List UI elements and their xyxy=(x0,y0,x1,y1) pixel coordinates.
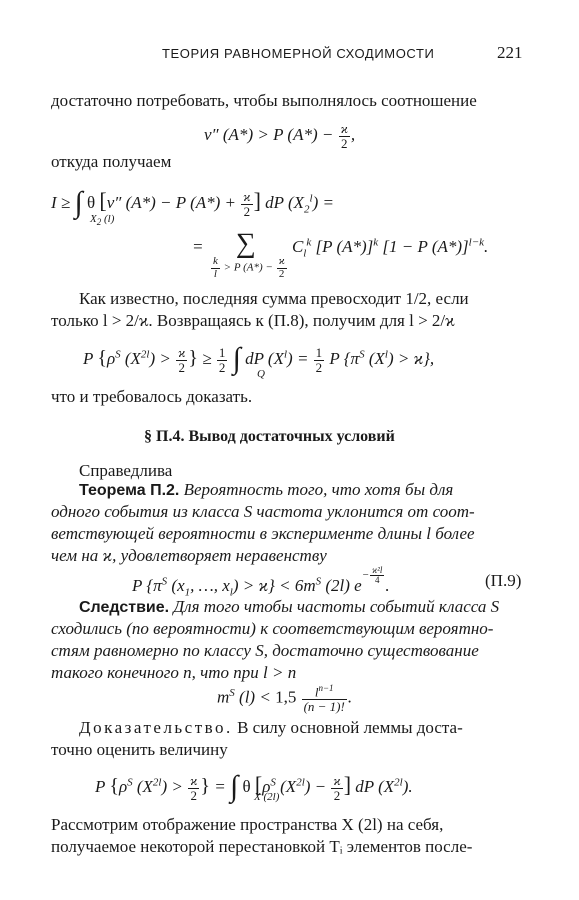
integral-lower-limit: $X_2$ (l) xyxy=(90,213,115,228)
equation-4: P {$\pi^S$ ($x_1$, …, $x_l) > ϰ\} < 6m^S$ (2l) $e^{- \frac{\text{ϰ²l}}{4}}$ . xyxy=(132,565,390,599)
paragraph-line: Справедлива xyxy=(79,461,173,480)
paragraph-line: только l > 2/ϰ. Возвращаясь к (П.8), получим для l > 2/ϰ xyxy=(51,311,455,330)
theorem-label: Теорема П.2. xyxy=(79,482,180,499)
corollary-line xyxy=(79,598,499,616)
running-title: ТЕОРИЯ РАВНОМЕРНОЙ СХОДИМОСТИ xyxy=(162,46,435,61)
theorem-line: ветствующей вероятности в эксперименте длины l более xyxy=(51,524,475,543)
integral-lower-limit: X (2l) xyxy=(254,791,280,803)
integral-lower-limit: Q xyxy=(257,368,265,380)
theorem-line xyxy=(79,481,453,499)
paragraph-line: что и требовалось доказать. xyxy=(51,387,253,406)
theorem-line: одного события из класса S частота уклонится от соот- xyxy=(51,502,475,521)
corollary-line: такого конечного n, что при l > n xyxy=(51,663,297,682)
equation-5: $m^S$ (l) < 1,5 $\frac{l^{n-1}}{(n - 1)!}$ . xyxy=(217,683,353,714)
proof-line xyxy=(79,719,463,736)
sum-lower-limit: $\frac{k}{l}$ > P (A*) − $\frac{ϰ}{2}$ xyxy=(213,255,285,280)
paragraph-line: Как известно, последняя сумма превосходит 1/2, если xyxy=(79,289,469,308)
theorem-text: Вероятность того, что хотя бы для xyxy=(183,480,454,499)
equation-2-line-1: I ≥ ∫ θ [ν″ (A*) − P (A*) + $\frac{ϰ}{2}$ ] dP $(X_2^l)$ = xyxy=(51,186,334,219)
equation-6: P {$\rho^S$ $(X^{2l})$ > $\frac{ϰ}{2}$ } = ∫ θ [$\rho^S$ $(X^{2l})$ − $\frac{ϰ}{2}$ ] dP $(X^{2l})$. xyxy=(95,770,413,803)
equation-2-line-2: = ∑ $C_l^k$ [P (A*)]$^k$ [1 − P (A*)]$^{l-k}$. xyxy=(192,228,489,260)
equation-number: (П.9) xyxy=(485,571,522,590)
corollary-line: стям равномерно по классу S, достаточно существование xyxy=(51,641,479,660)
page-number: 221 xyxy=(497,43,523,62)
paragraph-line: достаточно потребовать, чтобы выполнялось соотношение xyxy=(51,91,477,110)
equation-3: P {$\rho^S$ $(X^{2l})$ > $\frac{ϰ}{2}$ } ≥ $\frac{1}{2}$ ∫ dP $(X^l)$ = $\frac{1}{2}$ P {$\pi^S$ $(X^l) > ϰ$}, xyxy=(83,342,435,375)
paragraph-line: получаемое некоторой перестановкой Tᵢ элементов после- xyxy=(51,837,473,856)
corollary-line: сходились (по вероятности) к соответствующим вероятно- xyxy=(51,619,494,638)
proof-text: В силу основной леммы доста- xyxy=(237,718,463,737)
equation-1: ν″ (A*) > P (A*) − $\frac{ϰ}{2}$ , xyxy=(204,121,356,151)
paragraph-line: откуда получаем xyxy=(51,152,172,171)
corollary-label: Следствие. xyxy=(79,599,170,616)
proof-line: точно оценить величину xyxy=(51,740,228,759)
corollary-text: Для того чтобы частоты событий класса S xyxy=(173,597,500,616)
proof-label: Доказательство. xyxy=(79,718,233,737)
paragraph-line: Рассмотрим отображение пространства X (2l) на себя, xyxy=(51,815,444,834)
section-heading: § П.4. Вывод достаточных условий xyxy=(144,428,395,445)
theorem-line: чем на ϰ, удовлетворяет неравенству xyxy=(51,546,327,565)
